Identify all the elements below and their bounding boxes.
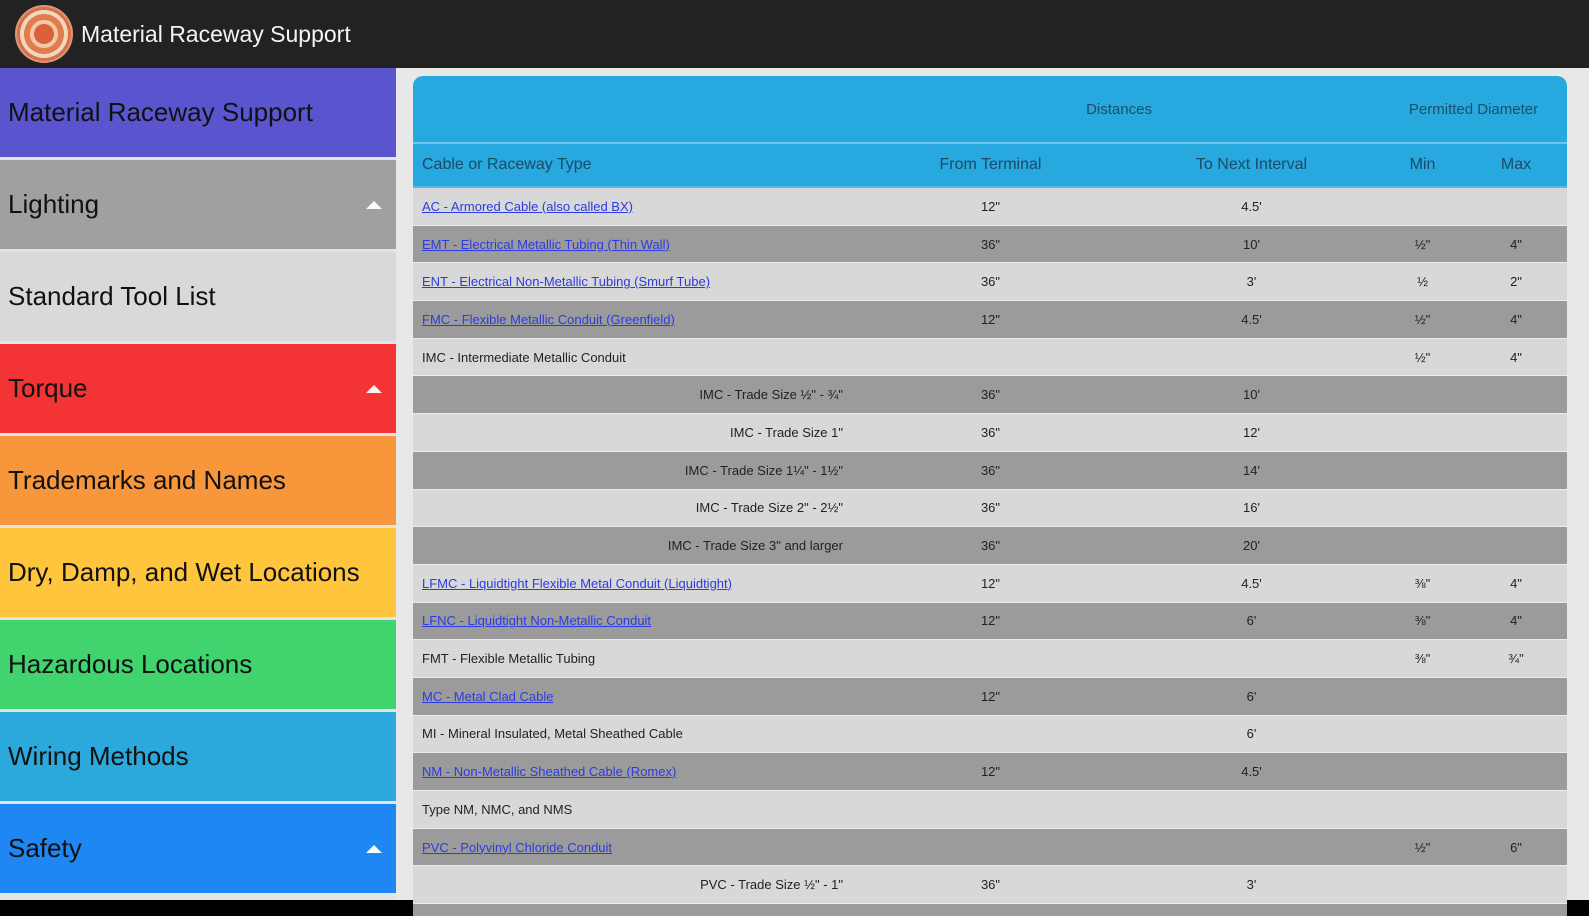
cell-from-terminal [858, 904, 1123, 916]
cell-from-terminal [858, 338, 1123, 376]
table-row [413, 602, 1567, 640]
table-row [413, 414, 1567, 452]
cell-from-terminal: 36" [858, 376, 1123, 414]
cell-to-next-interval: 6' [1123, 602, 1380, 640]
cell-from-terminal [858, 791, 1123, 829]
app-logo-icon[interactable] [15, 5, 73, 63]
cell-to-next-interval: 6' [1123, 715, 1380, 753]
cell-to-next-interval [1123, 640, 1380, 678]
column-header-to-next-interval: To Next Interval [1123, 143, 1380, 187]
cell-cable-type [413, 301, 858, 339]
cell-max-diameter [1465, 791, 1567, 829]
cell-cable-type: IMC - Trade Size 1¼" - 1½" [413, 451, 858, 489]
cell-cable-type: IMC - Trade Size 3" and larger [413, 527, 858, 565]
cell-cable-type: IMC - Trade Size 1" [413, 414, 858, 452]
table-row [413, 376, 1567, 414]
cell-cable-type [413, 225, 858, 263]
sidebar-item-label: Dry, Damp, and Wet Locations [8, 557, 360, 587]
cell-min-diameter: ½" [1380, 301, 1465, 339]
cable-type-link[interactable]: NM - Non-Metallic Sheathed Cable (Romex) [422, 764, 677, 780]
cell-from-terminal: 12" [858, 677, 1123, 715]
cell-max-diameter: 2" [1465, 263, 1567, 301]
sidebar-item-label: Wiring Methods [8, 741, 189, 771]
cell-to-next-interval: 4.5' [1123, 564, 1380, 602]
sidebar-item-label: Torque [8, 373, 88, 403]
table-row [413, 866, 1567, 904]
raceway-support-table [413, 76, 1567, 916]
sidebar-item-3[interactable] [0, 344, 396, 433]
cell-from-terminal: 12" [858, 187, 1123, 225]
sidebar-item-label: Standard Tool List [8, 281, 216, 311]
cell-from-terminal: 36" [858, 451, 1123, 489]
sidebar-item-label: Hazardous Locations [8, 649, 253, 679]
cell-max-diameter: 4" [1465, 338, 1567, 376]
cell-min-diameter [1380, 791, 1465, 829]
cell-cable-type [413, 564, 858, 602]
column-header-min: Min [1380, 143, 1465, 187]
expand-caret-icon[interactable] [366, 845, 382, 853]
cell-max-diameter [1465, 489, 1567, 527]
cell-cable-type [413, 753, 858, 791]
table-row [413, 564, 1567, 602]
column-header-from-terminal: From Terminal [858, 143, 1123, 187]
cable-type-link[interactable]: AC - Armored Cable (also called BX) [422, 198, 633, 214]
table-body [413, 187, 1567, 916]
cell-to-next-interval: 20' [1123, 527, 1380, 565]
table-row [413, 904, 1567, 916]
cell-min-diameter [1380, 451, 1465, 489]
main-content [396, 68, 1589, 900]
table-row [413, 263, 1567, 301]
cell-from-terminal [858, 715, 1123, 753]
distances-group-header: Distances [858, 76, 1380, 143]
table-row [413, 338, 1567, 376]
cell-min-diameter [1380, 187, 1465, 225]
cell-from-terminal: 12" [858, 564, 1123, 602]
sidebar-item-7[interactable] [0, 712, 396, 801]
sidebar-item-4[interactable] [0, 436, 396, 525]
permitted-diameter-group-header: Permitted Diameter [1380, 76, 1567, 143]
cell-from-terminal: 12" [858, 753, 1123, 791]
cable-type-link[interactable]: EMT - Electrical Metallic Tubing (Thin Wall) [422, 236, 670, 252]
cell-min-diameter [1380, 715, 1465, 753]
cell-cable-type: IMC - Trade Size 2" - 2½" [413, 489, 858, 527]
cell-from-terminal: 36" [858, 225, 1123, 263]
table-row [413, 187, 1567, 225]
cell-cable-type: IMC - Intermediate Metallic Conduit [413, 338, 858, 376]
cell-max-diameter: 4" [1465, 564, 1567, 602]
cell-max-diameter: ¾" [1465, 640, 1567, 678]
sidebar-nav [0, 68, 396, 900]
cell-to-next-interval [1123, 904, 1380, 916]
cell-max-diameter: 6" [1465, 828, 1567, 866]
cable-type-link[interactable]: LFMC - Liquidtight Flexible Metal Conduit (Liquidtight) [422, 575, 732, 591]
cell-to-next-interval: 14' [1123, 451, 1380, 489]
cell-min-diameter: ½" [1380, 225, 1465, 263]
cell-to-next-interval: 10' [1123, 225, 1380, 263]
cell-cable-type: PVC - Trade Size ½" - 1" [413, 866, 858, 904]
cell-max-diameter [1465, 753, 1567, 791]
expand-caret-icon[interactable] [366, 201, 382, 209]
cell-min-diameter [1380, 677, 1465, 715]
cell-min-diameter [1380, 489, 1465, 527]
cell-from-terminal: 12" [858, 301, 1123, 339]
column-header-max: Max [1465, 143, 1567, 187]
cell-from-terminal: 36" [858, 866, 1123, 904]
cell-to-next-interval: 3' [1123, 866, 1380, 904]
table-row [413, 489, 1567, 527]
cell-from-terminal: 12" [858, 602, 1123, 640]
cell-min-diameter [1380, 753, 1465, 791]
cell-to-next-interval: 12' [1123, 414, 1380, 452]
cell-cable-type [413, 828, 858, 866]
header-spacer [413, 76, 858, 143]
expand-caret-icon[interactable] [366, 385, 382, 393]
cell-min-diameter: ½" [1380, 338, 1465, 376]
cell-cable-type [413, 904, 858, 916]
cable-type-link[interactable]: FMC - Flexible Metallic Conduit (Greenfield) [422, 311, 675, 327]
cell-cable-type [413, 677, 858, 715]
cell-min-diameter [1380, 414, 1465, 452]
cell-max-diameter [1465, 414, 1567, 452]
cell-max-diameter [1465, 376, 1567, 414]
cell-max-diameter [1465, 904, 1567, 916]
raceway-support-table-container [413, 76, 1567, 916]
table-row [413, 715, 1567, 753]
table-row [413, 451, 1567, 489]
sidebar-item-label: Lighting [8, 189, 100, 219]
cell-to-next-interval: 6' [1123, 677, 1380, 715]
column-header-type: Cable or Raceway Type [413, 143, 858, 187]
cell-to-next-interval: 4.5' [1123, 301, 1380, 339]
cell-min-diameter [1380, 527, 1465, 565]
cell-to-next-interval: 16' [1123, 489, 1380, 527]
cell-to-next-interval: 4.5' [1123, 187, 1380, 225]
sidebar-item-label: Safety [8, 833, 82, 863]
cell-to-next-interval [1123, 338, 1380, 376]
cell-to-next-interval: 3' [1123, 263, 1380, 301]
cable-type-link[interactable]: MC - Metal Clad Cable [422, 688, 554, 704]
sidebar-item-label: Trademarks and Names [8, 465, 286, 495]
cell-max-diameter [1465, 715, 1567, 753]
app-bar [0, 0, 1589, 68]
table-row [413, 828, 1567, 866]
cell-min-diameter [1380, 376, 1465, 414]
cell-cable-type: IMC - Trade Size ½" - ¾" [413, 376, 858, 414]
cell-max-diameter: 4" [1465, 301, 1567, 339]
table-row [413, 301, 1567, 339]
cell-max-diameter [1465, 677, 1567, 715]
cell-min-diameter [1380, 866, 1465, 904]
cell-max-diameter [1465, 527, 1567, 565]
cable-type-link[interactable]: LFNC - Liquidtight Non-Metallic Conduit [422, 613, 652, 629]
table-row [413, 640, 1567, 678]
table-row [413, 677, 1567, 715]
sidebar-item-8[interactable] [0, 804, 396, 893]
cell-max-diameter: 4" [1465, 225, 1567, 263]
cell-to-next-interval: 10' [1123, 376, 1380, 414]
cell-cable-type: FMT - Flexible Metallic Tubing [413, 640, 858, 678]
cell-from-terminal [858, 828, 1123, 866]
cell-from-terminal: 36" [858, 263, 1123, 301]
table-row [413, 225, 1567, 263]
table-row [413, 527, 1567, 565]
cell-min-diameter: ½" [1380, 828, 1465, 866]
app-title: Material Raceway Support [81, 20, 351, 47]
cell-cable-type [413, 263, 858, 301]
table-row [413, 791, 1567, 829]
cell-cable-type [413, 602, 858, 640]
cell-max-diameter [1465, 866, 1567, 904]
cell-cable-type: MI - Mineral Insulated, Metal Sheathed Cable [413, 715, 858, 753]
cable-type-link[interactable]: ENT - Electrical Non-Metallic Tubing (Smurf Tube) [422, 274, 711, 290]
cell-min-diameter [1380, 904, 1465, 916]
cable-type-link[interactable]: PVC - Polyvinyl Chloride Conduit [422, 839, 613, 855]
cell-min-diameter: ⅜" [1380, 640, 1465, 678]
cell-cable-type [413, 187, 858, 225]
cell-from-terminal: 36" [858, 414, 1123, 452]
cell-cable-type: Type NM, NMC, and NMS [413, 791, 858, 829]
cell-max-diameter [1465, 187, 1567, 225]
cell-from-terminal: 36" [858, 527, 1123, 565]
sidebar-item-0[interactable] [0, 68, 396, 157]
cell-to-next-interval [1123, 828, 1380, 866]
cell-to-next-interval: 4.5' [1123, 753, 1380, 791]
sidebar-item-label: Material Raceway Support [8, 97, 313, 127]
sidebar-item-2[interactable] [0, 252, 396, 341]
cell-from-terminal: 36" [858, 489, 1123, 527]
cell-min-diameter: ⅜" [1380, 564, 1465, 602]
cell-min-diameter: ½ [1380, 263, 1465, 301]
cell-to-next-interval [1123, 791, 1380, 829]
sidebar-item-5[interactable] [0, 528, 396, 617]
cell-from-terminal [858, 640, 1123, 678]
sidebar-item-1[interactable] [0, 160, 396, 249]
cell-min-diameter: ⅜" [1380, 602, 1465, 640]
cell-max-diameter [1465, 451, 1567, 489]
cell-max-diameter: 4" [1465, 602, 1567, 640]
table-row [413, 753, 1567, 791]
sidebar-item-6[interactable] [0, 620, 396, 709]
